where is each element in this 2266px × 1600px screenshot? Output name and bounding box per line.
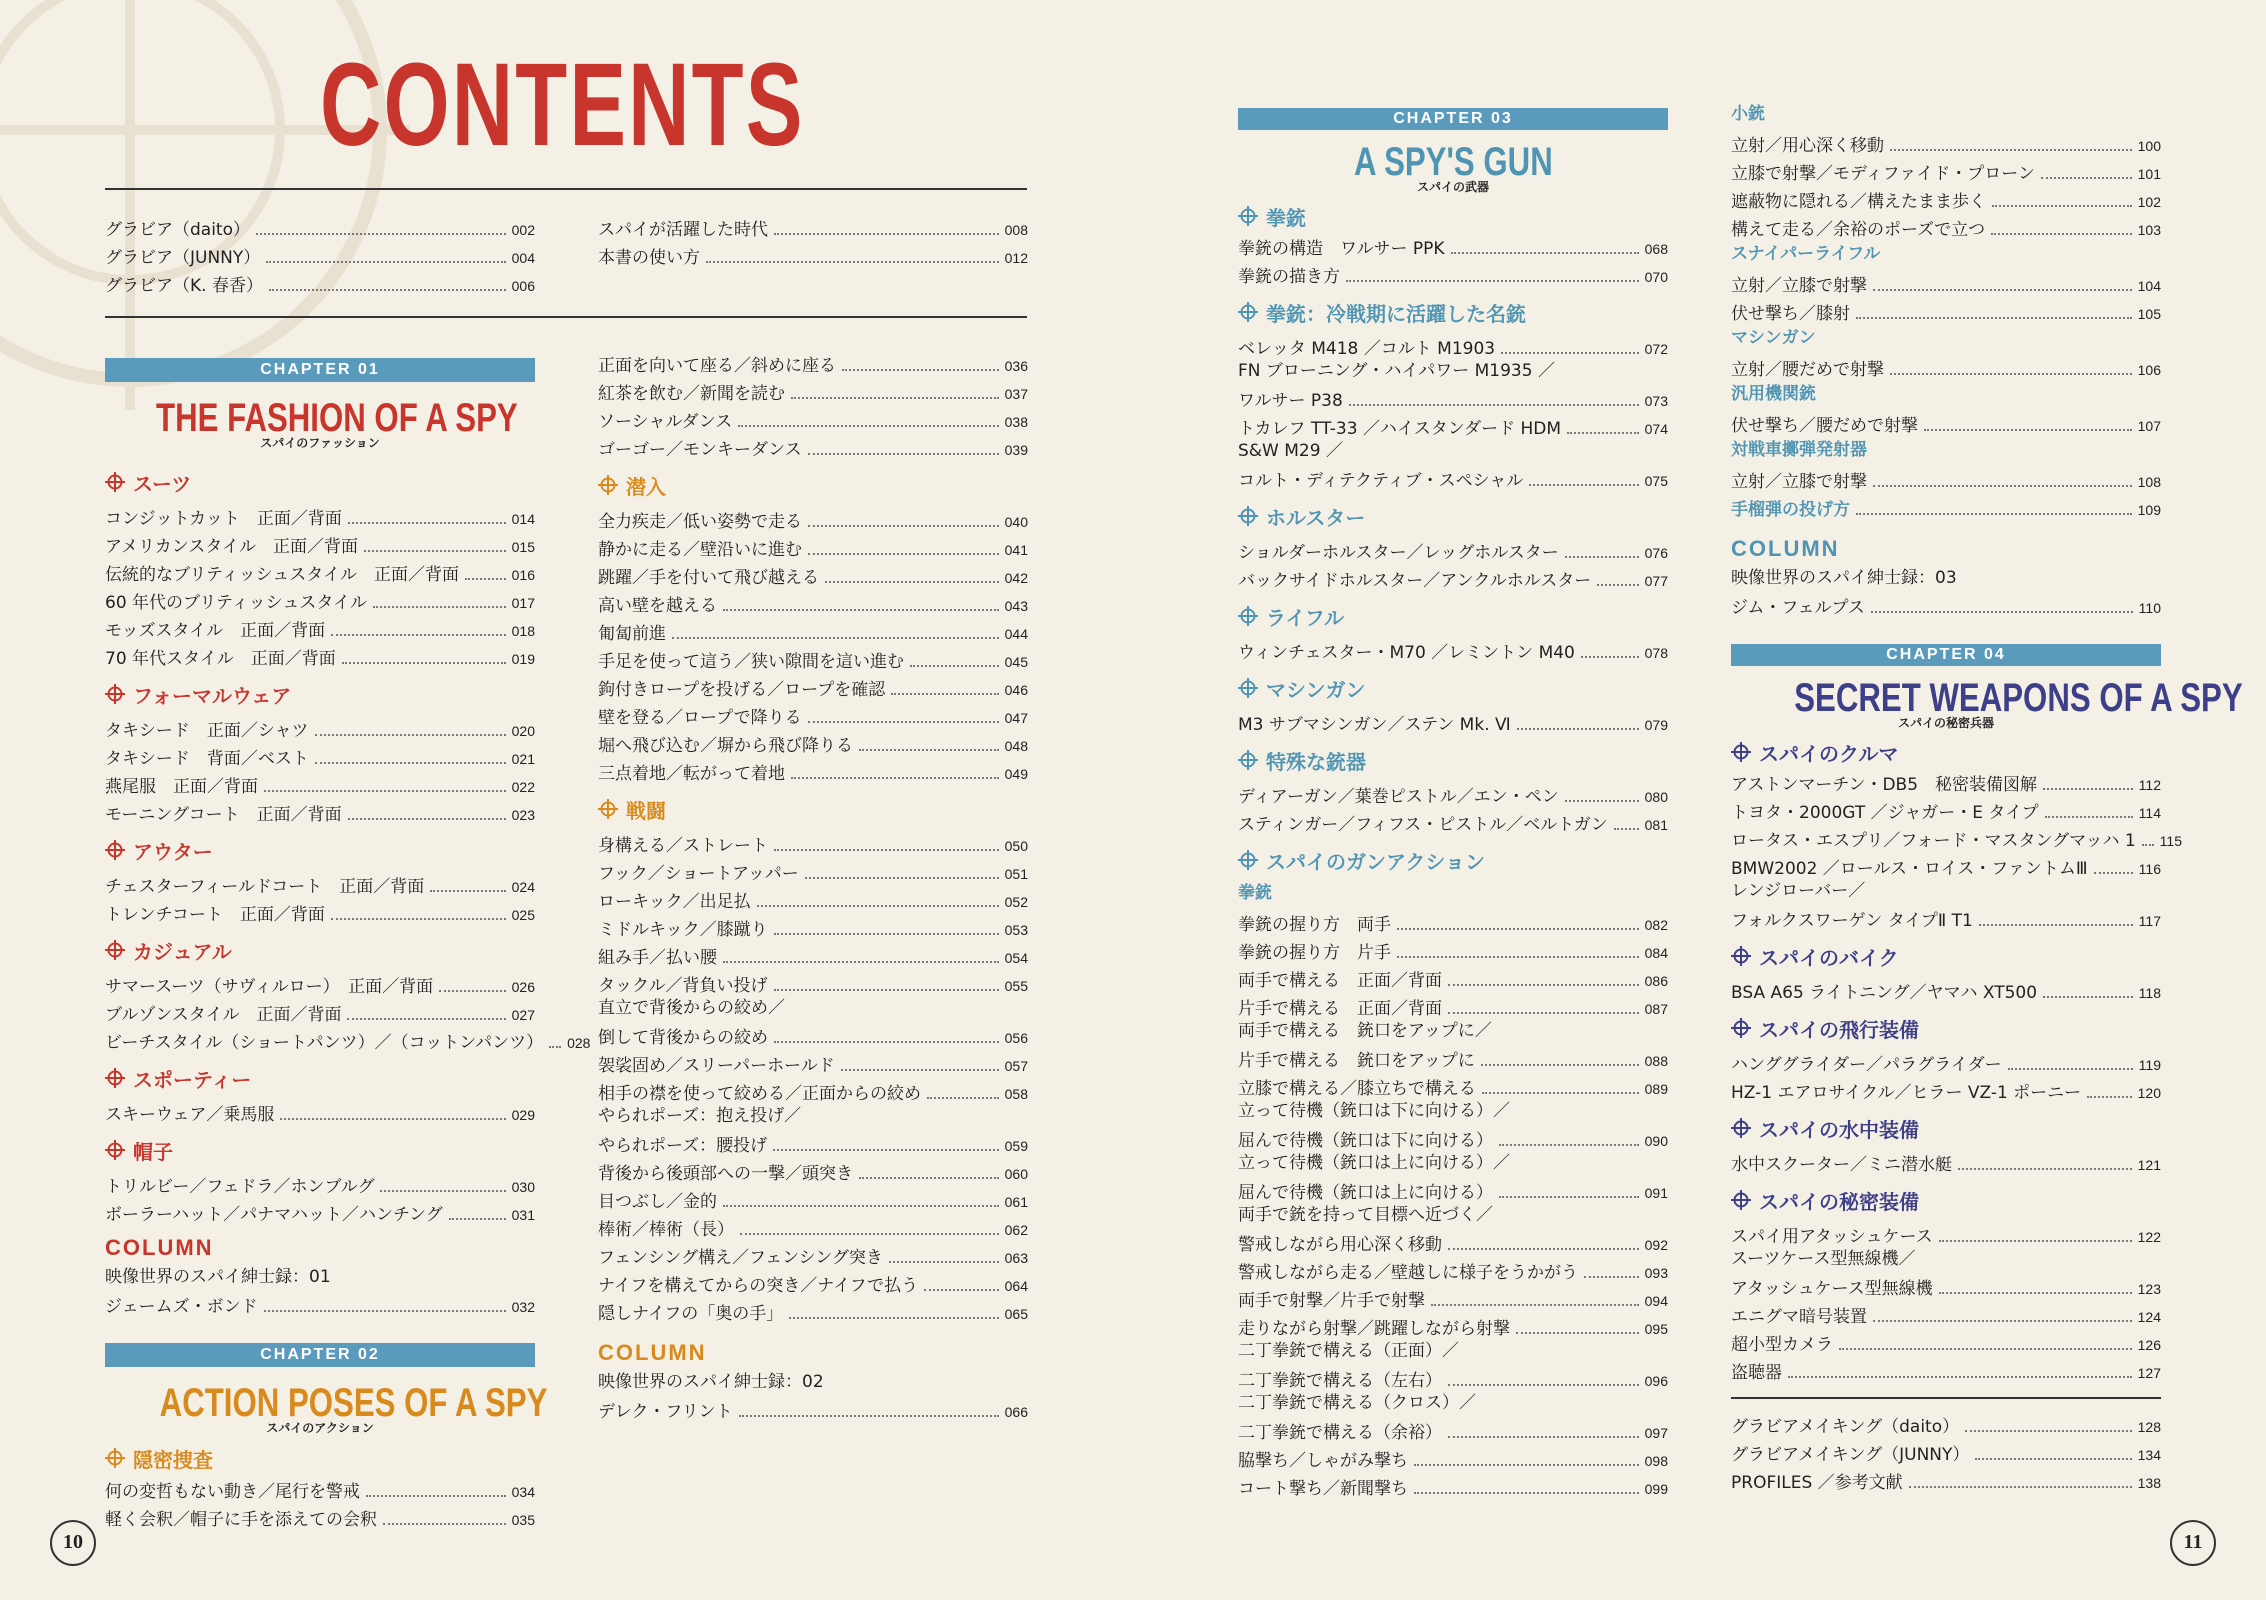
toc-entry[interactable]: 全力疾走／低い姿勢で走る 040: [598, 512, 1028, 532]
toc-entry[interactable]: サマースーツ（サヴィルロー） 正面／背面 026: [105, 977, 535, 997]
toc-entry[interactable]: 紅茶を飲む／新聞を読む 037: [598, 384, 1028, 404]
toc-entry[interactable]: 走りながら射撃／跳躍しながら射撃 095: [1238, 1319, 1668, 1339]
toc-entry[interactable]: アストンマーチン・DB5 秘密装備図解 112: [1731, 775, 2161, 795]
section-heading: ホルスター: [1238, 491, 1668, 535]
chapter-label: CHAPTER 03: [1238, 108, 1668, 130]
toc-entry[interactable]: アタッシュケース型無線機 123: [1731, 1279, 2161, 1299]
toc-entry[interactable]: 両手で射撃／片手で射撃 094: [1238, 1291, 1668, 1311]
toc-column-3: [1238, 104, 1668, 1499]
toc-entry[interactable]: スパイが活躍した時代 008: [598, 220, 1028, 240]
divider: [1731, 1397, 2161, 1399]
section-heading: アウター: [105, 825, 535, 869]
toc-entry-line[interactable]: スーツケース型無線機／: [1731, 1249, 1916, 1269]
toc-entry[interactable]: 匍匐前進 044: [598, 624, 1028, 644]
toc-entry[interactable]: 立射／腰だめで射撃 106: [1731, 360, 2161, 380]
column-heading: COLUMN: [105, 1235, 214, 1260]
subsection-heading: 対戦車擲弾発射器: [1731, 440, 1867, 460]
toc-entry[interactable]: ミドルキック／膝蹴り 053: [598, 920, 1028, 940]
toc-entry[interactable]: 伏せ撃ち／膝射 105: [1731, 304, 2161, 324]
section-heading: 特殊な銃器: [1238, 735, 1668, 779]
toc-entry[interactable]: 二丁拳銃で構える（左右） 096: [1238, 1371, 1668, 1391]
toc-entry[interactable]: ロータス・エスプリ／フォード・マスタングマッハ 1 115: [1731, 831, 2182, 851]
crosshair-icon: [105, 940, 125, 960]
subsection-heading: スナイパーライフル: [1731, 244, 1881, 264]
toc-entry[interactable]: ローキック／出足払 052: [598, 892, 1028, 912]
toc-entry-line[interactable]: S&W M29 ／: [1238, 441, 1343, 461]
toc-entry[interactable]: 背後から後頭部への一撃／頭突き 060: [598, 1164, 1028, 1184]
toc-entry[interactable]: グラビアメイキング（JUNNY） 134: [1731, 1445, 2161, 1465]
toc-entry[interactable]: 鉤付きロープを投げる／ロープを確認 046: [598, 680, 1028, 700]
section-heading: マシンガン: [1238, 663, 1668, 707]
toc-entry[interactable]: 片手で構える 正面／背面 087: [1238, 999, 1668, 1019]
toc-entry[interactable]: 跳躍／手を付いて飛び越える 042: [598, 568, 1028, 588]
toc-entry[interactable]: ワルサー P38 073: [1238, 391, 1668, 411]
crosshair-icon: [1238, 206, 1258, 226]
toc-entry[interactable]: 水中スクーター／ミニ潜水艇 121: [1731, 1155, 2161, 1175]
toc-entry-line[interactable]: 映像世界のスパイ紳士録：02: [598, 1372, 824, 1392]
toc-entry[interactable]: 壁を登る／ロープで降りる 047: [598, 708, 1028, 728]
subsection-heading: 拳銃: [1238, 883, 1272, 903]
toc-entry[interactable]: ジム・フェルプス 110: [1731, 598, 2161, 618]
toc-entry[interactable]: ブルゾンスタイル 正面／背面 027: [105, 1005, 535, 1025]
toc-entry[interactable]: 身構える／ストレート 050: [598, 836, 1028, 856]
toc-entry[interactable]: 伏せ撃ち／腰だめで射撃 107: [1731, 416, 2161, 436]
crosshair-icon: [1238, 678, 1258, 698]
chapter-title: SECRET WEAPONS OF A SPY: [1794, 676, 2243, 720]
crosshair-icon: [105, 684, 125, 704]
toc-entry[interactable]: BMW2002 ／ロールス・ロイス・ファントムⅢ 116: [1731, 859, 2161, 879]
toc-entry[interactable]: グラビア（JUNNY） 004: [105, 248, 535, 268]
chapter-title: A SPY'S GUN: [1353, 140, 1553, 184]
crosshair-icon: [598, 475, 618, 495]
toc-entry-line[interactable]: 二丁拳銃で構える（正面）／: [1238, 1341, 1459, 1361]
toc-entry[interactable]: 立膝で射撃／モディファイド・プローン 101: [1731, 164, 2161, 184]
toc-entry[interactable]: モーニングコート 正面／背面 023: [105, 805, 535, 825]
toc-entry[interactable]: 正面を向いて座る／斜めに座る 036: [598, 356, 1028, 376]
toc-entry[interactable]: HZ-1 エアロサイクル／ヒラー VZ-1 ポーニー 120: [1731, 1083, 2161, 1103]
chapter-title: THE FASHION OF A SPY: [156, 396, 518, 440]
crosshair-icon: [105, 1140, 125, 1160]
toc-entry-line[interactable]: やられポーズ：抱え投げ／: [598, 1106, 802, 1126]
toc-entry-line[interactable]: 両手で銃を持って目標へ近づく／: [1238, 1205, 1493, 1225]
toc-entry[interactable]: 両手で構える 正面／背面 086: [1238, 971, 1668, 991]
toc-entry[interactable]: ディアーガン／葉巻ピストル／エン・ペン 080: [1238, 787, 1668, 807]
toc-entry[interactable]: 静かに走る／壁沿いに進む 041: [598, 540, 1028, 560]
toc-entry[interactable]: M3 サブマシンガン／ステン Mk. Ⅵ 079: [1238, 715, 1668, 735]
toc-entry[interactable]: 警戒しながら用心深く移動 092: [1238, 1235, 1668, 1255]
chapter-subtitle: スパイの武器: [1416, 180, 1489, 194]
crosshair-icon: [598, 799, 618, 819]
toc-entry[interactable]: 手足を使って這う／狭い隙間を這い進む 045: [598, 652, 1028, 672]
toc-entry[interactable]: エニグマ暗号装置 124: [1731, 1307, 2161, 1327]
toc-entry[interactable]: ジェームズ・ボンド 032: [105, 1297, 535, 1317]
toc-entry[interactable]: 何の変哲もない動き／尾行を警戒 034: [105, 1482, 535, 1502]
subsection-heading: マシンガン: [1731, 328, 1816, 348]
toc-entry[interactable]: 盗聴器 127: [1731, 1363, 2161, 1383]
toc-entry[interactable]: アメリカンスタイル 正面／背面 015: [105, 537, 535, 557]
section-heading: 潜入: [598, 460, 1028, 504]
toc-entry[interactable]: 三点着地／転がって着地 049: [598, 764, 1028, 784]
toc-entry[interactable]: スティンガー／フィフス・ピストル／ベルトガン 081: [1238, 815, 1668, 835]
toc-entry[interactable]: スパイ用アタッシュケース 122: [1731, 1227, 2161, 1247]
section-heading: 拳銃：冷戦期に活躍した名銃: [1238, 287, 1668, 331]
toc-entry[interactable]: コート撃ち／新聞撃ち 099: [1238, 1479, 1668, 1499]
toc-entry[interactable]: トレンチコート 正面／背面 025: [105, 905, 535, 925]
toc-entry[interactable]: 二丁拳銃で構える（余裕） 097: [1238, 1423, 1668, 1443]
toc-entry[interactable]: トリルビー／フェドラ／ホンブルグ 030: [105, 1177, 535, 1197]
crosshair-icon: [1238, 506, 1258, 526]
toc-entry[interactable]: 超小型カメラ 126: [1731, 1335, 2161, 1355]
toc-entry[interactable]: 立膝で構える／膝立ちで構える 089: [1238, 1079, 1668, 1099]
toc-entry[interactable]: タックル／背負い投げ 055: [598, 976, 1028, 996]
page-number-right: 11: [2170, 1520, 2216, 1566]
section-heading: スパイのバイク: [1731, 931, 2161, 975]
crosshair-icon: [1731, 1018, 1751, 1038]
toc-entry[interactable]: 相手の襟を使って絞める／正面からの絞め 058: [598, 1084, 1028, 1104]
toc-entry[interactable]: 屈んで待機（銃口は下に向ける） 090: [1238, 1131, 1668, 1151]
column-heading: COLUMN: [598, 1340, 707, 1365]
toc-entry[interactable]: 脇撃ち／しゃがみ撃ち 098: [1238, 1451, 1668, 1471]
toc-column-1: [105, 354, 591, 1530]
intro-left-list: [105, 212, 535, 296]
toc-entry[interactable]: BSA A65 ライトニング／ヤマハ XT500 118: [1731, 983, 2161, 1003]
toc-entry[interactable]: モッズスタイル 正面／背面 018: [105, 621, 535, 641]
toc-entry[interactable]: グラビア（daito） 002: [105, 220, 535, 240]
section-heading: ライフル: [1238, 591, 1668, 635]
toc-entry[interactable]: 隠しナイフの「奥の手」 065: [598, 1304, 1028, 1324]
divider: [105, 316, 1027, 318]
toc-entry-line[interactable]: 立って待機（銃口は下に向ける）／: [1238, 1101, 1510, 1121]
page-number-left: 10: [50, 1520, 96, 1566]
toc-entry[interactable]: 手榴弾の投げ方 109: [1731, 500, 2161, 520]
toc-entry[interactable]: 構えて走る／余裕のポーズで立つ 103: [1731, 220, 2161, 240]
toc-entry[interactable]: 高い壁を越える 043: [598, 596, 1028, 616]
toc-entry[interactable]: ビーチスタイル（ショートパンツ）／（コットンパンツ） 028: [105, 1033, 591, 1053]
toc-entry[interactable]: ベレッタ M418 ／コルト M1903 072: [1238, 339, 1668, 359]
section-heading: カジュアル: [105, 925, 535, 969]
toc-entry[interactable]: 組み手／払い腰 054: [598, 948, 1028, 968]
chapter-label: CHAPTER 04: [1731, 644, 2161, 666]
section-heading: スポーティー: [105, 1053, 535, 1097]
chapter-label: CHAPTER 01: [105, 358, 535, 382]
toc-entry[interactable]: ウィンチェスター・M70 ／レミントン M40 078: [1238, 643, 1668, 663]
crosshair-icon: [1731, 742, 1751, 762]
crosshair-icon: [105, 1448, 125, 1468]
toc-entry[interactable]: 軽く会釈／帽子に手を添えての会釈 035: [105, 1510, 535, 1530]
section-heading: フォーマルウェア: [105, 669, 535, 713]
section-heading: スーツ: [105, 457, 535, 501]
toc-entry[interactable]: フェンシング構え／フェンシング突き 063: [598, 1248, 1028, 1268]
column-heading: COLUMN: [1731, 536, 1840, 561]
toc-entry[interactable]: タキシード 背面／ベスト 021: [105, 749, 535, 769]
toc-entry[interactable]: 拳銃の構造 ワルサー PPK 068: [1238, 239, 1668, 259]
toc-entry[interactable]: コルト・ディテクティブ・スペシャル 075: [1238, 471, 1668, 491]
toc-entry-line[interactable]: 直立で背後からの絞め／: [598, 998, 785, 1018]
toc-entry[interactable]: ショルダーホルスター／レッグホルスター 076: [1238, 543, 1668, 563]
toc-entry[interactable]: グラビアメイキング（daito） 128: [1731, 1417, 2161, 1437]
crosshair-icon: [105, 840, 125, 860]
section-heading: 戦闘: [598, 784, 1028, 828]
toc-entry[interactable]: ボーラーハット／パナマハット／ハンチング 031: [105, 1205, 535, 1225]
section-heading: 隠密捜査: [105, 1442, 535, 1474]
toc-entry[interactable]: 70 年代スタイル 正面／背面 019: [105, 649, 535, 669]
section-heading: スパイの水中装備: [1731, 1103, 2161, 1147]
section-heading: 拳銃: [1238, 201, 1668, 231]
toc-entry[interactable]: 燕尾服 正面／背面 022: [105, 777, 535, 797]
toc-entry-line[interactable]: レンジローバー／: [1731, 881, 1866, 901]
toc-entry[interactable]: 屈んで待機（銃口は上に向ける） 091: [1238, 1183, 1668, 1203]
toc-entry[interactable]: 拳銃の握り方 片手 084: [1238, 943, 1668, 963]
crosshair-icon: [105, 1068, 125, 1088]
toc-entry[interactable]: 倒して背後からの絞め 056: [598, 1028, 1028, 1048]
intro-right-list: [598, 212, 1028, 268]
toc-entry[interactable]: 片手で構える 銃口をアップに 088: [1238, 1051, 1668, 1071]
toc-column-2: [598, 348, 1028, 1422]
crosshair-icon: [1238, 750, 1258, 770]
toc-entry[interactable]: コンジットカット 正面／背面 014: [105, 509, 535, 529]
subsection-heading: 小銃: [1731, 104, 1765, 124]
crosshair-icon: [1238, 850, 1258, 870]
subsection-heading: 汎用機関銃: [1731, 384, 1816, 404]
section-heading: 帽子: [105, 1125, 535, 1169]
toc-column-4: [1731, 100, 2243, 1493]
toc-entry[interactable]: 伝統的なブリティッシュスタイル 正面／背面 016: [105, 565, 535, 585]
toc-entry[interactable]: 立射／立膝で射撃 108: [1731, 472, 2161, 492]
chapter-subtitle: スパイのアクション: [266, 1421, 374, 1435]
toc-entry[interactable]: 目つぶし／金的 061: [598, 1192, 1028, 1212]
crosshair-icon: [1731, 946, 1751, 966]
toc-entry[interactable]: トヨタ・2000GT ／ジャガー・E タイプ 114: [1731, 803, 2161, 823]
toc-entry[interactable]: ナイフを構えてからの突き／ナイフで払う 064: [598, 1276, 1028, 1296]
toc-entry-line[interactable]: 二丁拳銃で構える（クロス）／: [1238, 1393, 1476, 1413]
toc-entry[interactable]: フォルクスワーゲン タイプⅡ T1 117: [1731, 911, 2161, 931]
toc-entry-line[interactable]: FN ブローニング・ハイパワー M1935 ／: [1238, 361, 1555, 381]
toc-entry[interactable]: チェスターフィールドコート 正面／背面 024: [105, 877, 535, 897]
chapter-subtitle: スパイのファッション: [260, 436, 380, 450]
toc-entry[interactable]: やられポーズ：腰投げ 059: [598, 1136, 1028, 1156]
toc-entry[interactable]: 立射／用心深く移動 100: [1731, 136, 2161, 156]
toc-entry[interactable]: 堀へ飛び込む／塀から飛び降りる 048: [598, 736, 1028, 756]
toc-entry[interactable]: 遮蔽物に隠れる／構えたまま歩く 102: [1731, 192, 2161, 212]
toc-entry-line[interactable]: 両手で構える 銃口をアップに／: [1238, 1021, 1492, 1041]
section-heading: スパイのクルマ: [1731, 737, 2161, 767]
toc-entry[interactable]: PROFILES ／参考文献 138: [1731, 1473, 2161, 1493]
toc-entry[interactable]: トカレフ TT-33 ／ハイスタンダード HDM 074: [1238, 419, 1668, 439]
toc-entry[interactable]: フック／ショートアッパー 051: [598, 864, 1028, 884]
crosshair-icon: [1731, 1190, 1751, 1210]
toc-entry[interactable]: デレク・フリント 066: [598, 1402, 1028, 1422]
toc-entry[interactable]: 立射／立膝で射撃 104: [1731, 276, 2161, 296]
toc-entry[interactable]: バックサイドホルスター／アンクルホルスター 077: [1238, 571, 1668, 591]
toc-entry[interactable]: タキシード 正面／シャツ 020: [105, 721, 535, 741]
toc-entry[interactable]: ハンググライダー／パラグライダー 119: [1731, 1055, 2161, 1075]
chapter-label: CHAPTER 02: [105, 1343, 535, 1367]
toc-entry-line[interactable]: 映像世界のスパイ紳士録：03: [1731, 568, 1957, 588]
toc-entry[interactable]: ゴーゴー／モンキーダンス 039: [598, 440, 1028, 460]
section-heading: スパイの飛行装備: [1731, 1003, 2161, 1047]
toc-entry-line[interactable]: 立って待機（銃口は上に向ける）／: [1238, 1153, 1510, 1173]
chapter-subtitle: スパイの秘密兵器: [1897, 716, 1994, 730]
toc-entry[interactable]: スキーウェア／乗馬服 029: [105, 1105, 535, 1125]
toc-entry[interactable]: ソーシャルダンス 038: [598, 412, 1028, 432]
toc-entry[interactable]: グラビア（K. 春香） 006: [105, 276, 535, 296]
toc-entry[interactable]: 警戒しながら走る／壁越しに様子をうかがう 093: [1238, 1263, 1668, 1283]
section-heading: スパイの秘密装備: [1731, 1175, 2161, 1219]
toc-entry[interactable]: 本書の使い方 012: [598, 248, 1028, 268]
toc-entry[interactable]: 棒術／棒術（長） 062: [598, 1220, 1028, 1240]
crosshair-icon: [1238, 606, 1258, 626]
crosshair-icon: [1731, 1118, 1751, 1138]
section-heading: スパイのガンアクション: [1238, 835, 1668, 879]
divider: [105, 188, 1027, 190]
chapter-title: ACTION POSES OF A SPY: [159, 1381, 548, 1425]
page-title: CONTENTS: [320, 39, 805, 171]
toc-entry[interactable]: 60 年代のブリティッシュスタイル 017: [105, 593, 535, 613]
toc-entry[interactable]: 拳銃の描き方 070: [1238, 267, 1668, 287]
crosshair-icon: [105, 472, 125, 492]
toc-entry[interactable]: 拳銃の握り方 両手 082: [1238, 915, 1668, 935]
toc-entry-line[interactable]: 映像世界のスパイ紳士録：01: [105, 1267, 331, 1287]
toc-entry[interactable]: 袈裟固め／スリーパーホールド 057: [598, 1056, 1028, 1076]
crosshair-icon: [1238, 302, 1258, 322]
